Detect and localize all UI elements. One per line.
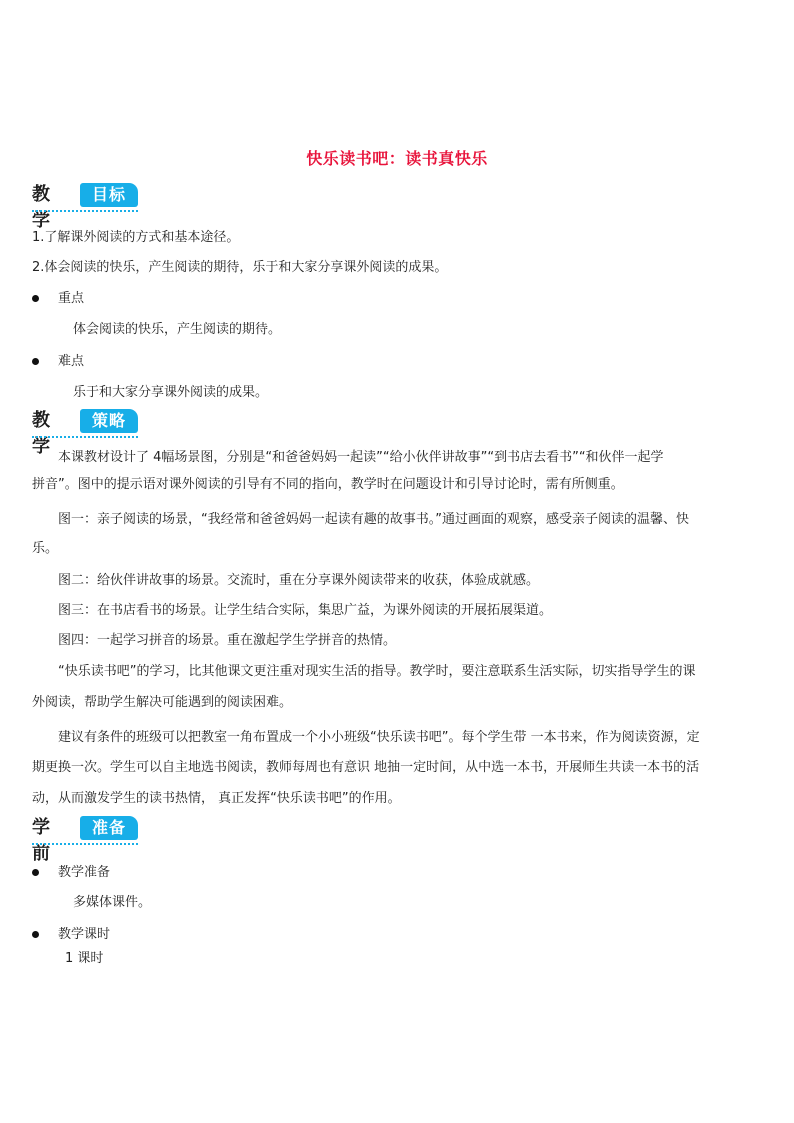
section-heading-prefix: 教学 (32, 410, 51, 457)
section-heading-underline (32, 436, 138, 438)
section-heading-underline (32, 210, 138, 212)
section-heading-prefix: 学前 (32, 817, 51, 864)
bullet-icon (32, 295, 39, 302)
strategy-paragraph-line: 图三：在书店看书的场景。让学生结合实际，集思广益，为课外阅读的开展拓展渠道。 (58, 603, 553, 618)
strategy-paragraph-line: 建议有条件的班级可以把教室一角布置成一个小小班级“快乐读书吧”。每个学生带 一本书来，作为阅读资源，定 (58, 730, 700, 745)
bullet-icon (32, 931, 39, 938)
section-heading-prefix: 教学 (32, 184, 51, 231)
strategy-paragraph-line: 动，从而激发学生的读书热情， 真正发挥“快乐读书吧”的作用。 (32, 791, 401, 806)
difficult-point-label: 难点 (58, 354, 85, 369)
strategy-paragraph-line: 期更换一次。学生可以自主地选书阅读，教师每周也有意识 地抽一定时间，从中选一本书，开展师生共读一本书的活 (32, 760, 700, 775)
section-heading-badge: 准备 (80, 816, 138, 840)
difficult-point-text: 乐于和大家分享课外阅读的成果。 (73, 385, 269, 400)
key-point-text: 体会阅读的快乐，产生阅读的期待。 (73, 322, 282, 337)
bullet-icon (32, 869, 39, 876)
strategy-paragraph-line: 乐。 (32, 541, 59, 556)
hours-label: 教学课时 (58, 927, 111, 942)
key-point-label: 重点 (58, 291, 85, 306)
section-heading-badge: 策略 (80, 409, 138, 433)
objective-item: 2.体会阅读的快乐，产生阅读的期待，乐于和大家分享课外阅读的成果。 (32, 260, 448, 275)
strategy-paragraph-line: 图一：亲子阅读的场景，“我经常和爸爸妈妈一起读有趣的故事书。”通过画面的观察，感受亲子阅读的温馨、快 (58, 512, 689, 527)
document-title: 快乐读书吧：读书真快乐 (306, 149, 488, 168)
strategy-paragraph-line: 图二：给伙伴讲故事的场景。交流时，重在分享课外阅读带来的收获，体验成就感。 (58, 573, 540, 588)
bullet-icon (32, 358, 39, 365)
strategy-paragraph-line: 外阅读，帮助学生解决可能遇到的阅读困难。 (32, 695, 293, 710)
section-heading-badge: 目标 (80, 183, 138, 207)
hours-text: 1 课时 (65, 951, 104, 966)
section-heading-underline (32, 843, 138, 845)
materials-label: 教学准备 (58, 865, 111, 880)
materials-text: 多媒体课件。 (73, 895, 152, 910)
objective-item: 1.了解课外阅读的方式和基本途径。 (32, 230, 240, 245)
strategy-paragraph-line: 图四：一起学习拼音的场景。重在激起学生学拼音的热情。 (58, 633, 397, 648)
strategy-paragraph-line: 本课教材设计了 4幅场景图，分别是“和爸爸妈妈一起读”“给小伙伴讲故事”“到书店去看书”“和伙伴一起学 (58, 450, 664, 465)
strategy-paragraph-line: 拼音”。图中的提示语对课外阅读的引导有不同的指向，教学时在问题设计和引导讨论时，需有所侧重。 (32, 477, 624, 492)
strategy-paragraph-line: “快乐读书吧”的学习，比其他课文更注重对现实生活的指导。教学时，要注意联系生活实际，切实指导学生的课 (58, 664, 696, 679)
